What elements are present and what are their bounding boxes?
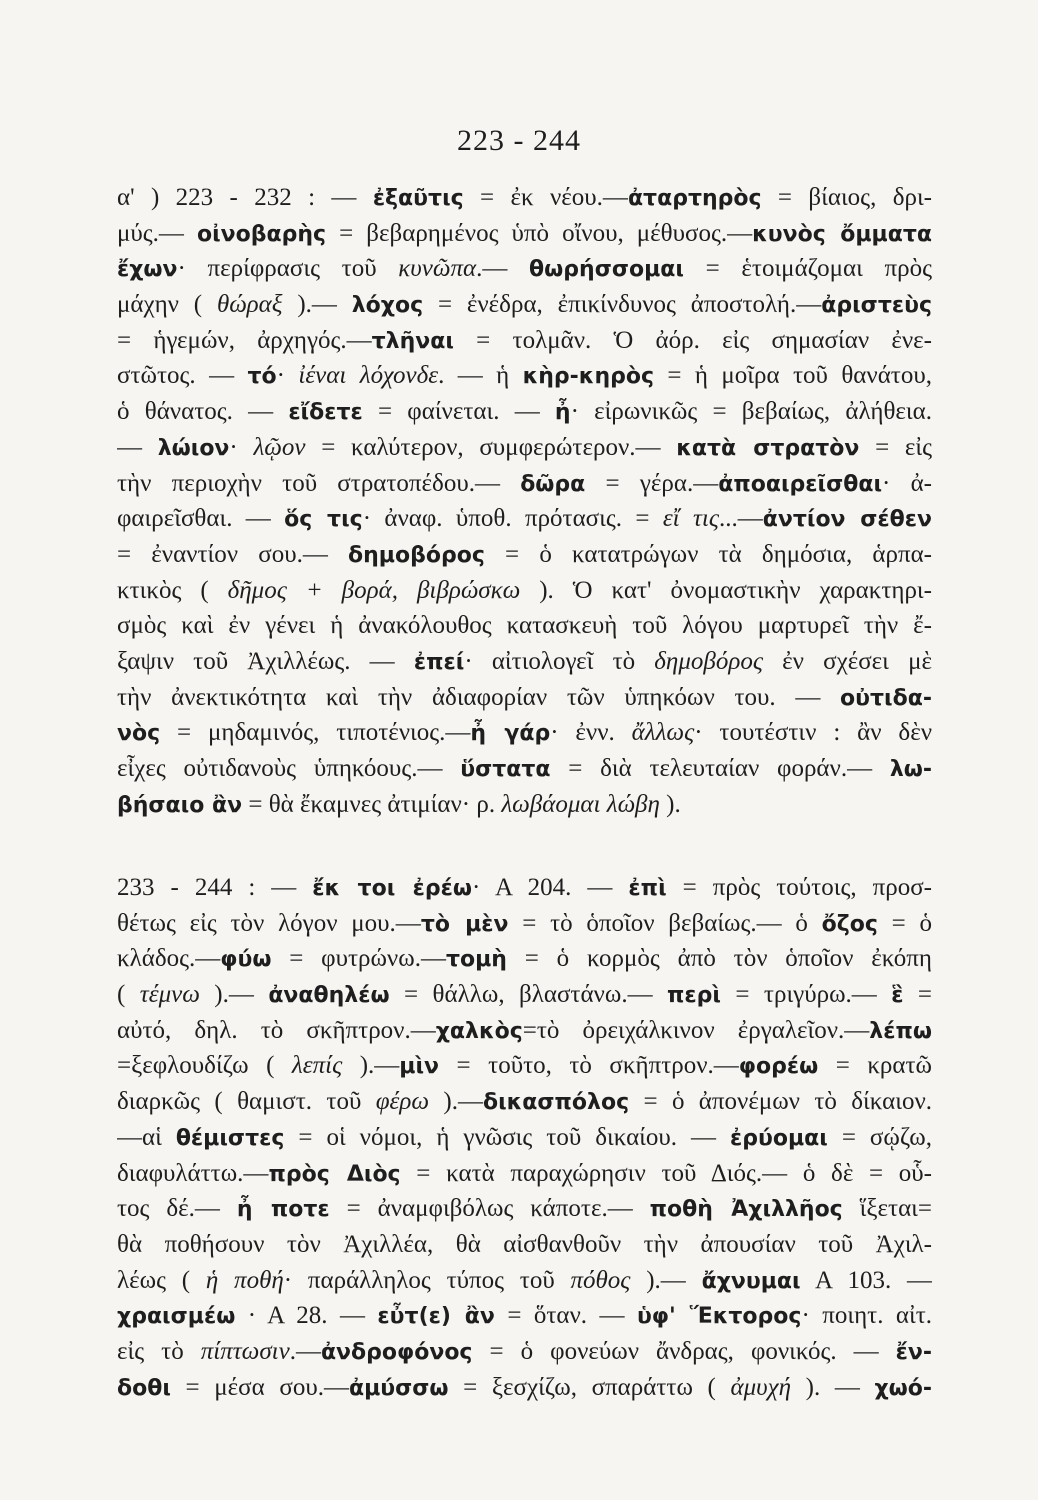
text-segment: ἐν σχέσει μὲ	[762, 647, 932, 675]
text-segment: = βίαιος, δρι-	[761, 184, 932, 211]
text-segment: α' ) 223 - 232 : —	[117, 184, 373, 211]
text-segment: θέτως εἰς τὸν λόγον μου.—	[117, 909, 421, 937]
lemma-term: οὐτιδα-	[840, 685, 932, 711]
lemma-term: ἐπὶ	[628, 876, 667, 901]
lemma-term: δοθι	[117, 1375, 171, 1401]
text-segment: = πρὸς τούτοις, προσ-	[666, 874, 932, 901]
lemma-term: χωό-	[874, 1375, 932, 1401]
text-segment: ).	[659, 790, 681, 818]
lemma-term: ἀναθηλέω	[268, 983, 390, 1009]
text-segment: ·	[276, 362, 299, 390]
text-segment: · Α 28. —	[235, 1302, 378, 1330]
italic-word: λῷον	[253, 433, 306, 461]
text-segment: ξαψιν τοῦ Ἀχιλλέως. —	[117, 647, 414, 675]
italic-word: δῆμος + βορά, βιβρώσκω	[227, 576, 521, 604]
lemma-term: τὸ μὲν	[420, 911, 509, 937]
lemma-term: ἐξαῦτις	[372, 186, 464, 211]
commentary-section-223-232	[117, 180, 932, 822]
lemma-term: ἦ	[554, 400, 571, 426]
lemma-term: εἴδετε	[288, 400, 363, 426]
lemma-term: κὴρ-κηρὸς	[522, 364, 655, 390]
lemma-term: ἔκ τοι ἐρέω	[312, 876, 473, 901]
text-segment: = κρατῶ	[818, 1052, 932, 1080]
text-line	[117, 1120, 932, 1156]
text-segment: εἰς τὸ	[117, 1337, 201, 1365]
lemma-term: πρὸς Διὸς	[268, 1161, 401, 1187]
text-segment: τος δέ.—	[117, 1195, 237, 1223]
text-segment: ).—	[429, 1088, 483, 1116]
text-line	[117, 751, 932, 787]
text-line	[117, 608, 932, 644]
text-segment: ·	[229, 433, 254, 461]
text-segment: · ποιητ. αἰτ.	[801, 1302, 932, 1330]
lemma-term: τό	[247, 364, 277, 390]
lemma-term: ποθὴ Ἀχιλλῆος	[649, 1197, 843, 1223]
text-line	[117, 787, 932, 823]
italic-word: πίπτωσιν	[200, 1337, 290, 1365]
text-segment: κλάδος.—	[117, 945, 221, 973]
text-line	[117, 1013, 932, 1049]
text-segment: = ἑτοιμάζομαι πρὸς	[683, 255, 932, 283]
text-segment: ). Ὁ κατ' ὀνομαστικὴν χαρακτηρι-	[520, 576, 932, 604]
lemma-term: κυνὸς ὄμματα	[752, 221, 932, 247]
lemma-term: θέμιστες	[175, 1125, 285, 1151]
text-segment: διαφυλάττω.—	[117, 1159, 269, 1187]
lemma-term: δικασπόλος	[482, 1090, 630, 1116]
text-segment: ὁ θάνατος. —	[117, 398, 289, 426]
lemma-term: ἀνδροφόνος	[320, 1339, 473, 1365]
text-segment: = καλύτερον, συμφερώτερον.—	[305, 433, 677, 461]
lemma-term: ἐρύομαι	[730, 1125, 828, 1151]
lemma-term: τομὴ	[445, 947, 507, 973]
text-segment: φαιρεῖσθαι. —	[117, 505, 285, 533]
text-segment: = τὸ ὁποῖον βεβαίως.— ὁ	[508, 909, 822, 937]
text-segment: · ἐνν.	[550, 719, 632, 747]
text-segment: = ὅταν. —	[494, 1302, 637, 1330]
text-segment: τὴν περιοχὴν τοῦ στρατοπέδου.—	[117, 469, 521, 497]
text-line	[117, 715, 932, 751]
text-line	[117, 1227, 932, 1263]
lemma-term: ἀντίον σέθεν	[762, 507, 932, 533]
text-segment: · αἰτιολογεῖ τὸ	[464, 647, 655, 675]
lemma-term: περὶ	[667, 983, 721, 1009]
lemma-term: θωρήσσομαι	[529, 257, 684, 283]
commentary-section-233-244	[117, 870, 932, 1405]
italic-word: ἀμυχή	[730, 1373, 792, 1401]
lemma-term: κατὰ στρατὸν	[676, 435, 860, 461]
text-line	[117, 251, 932, 287]
text-segment: = γέρα.—	[585, 469, 719, 497]
text-line	[117, 358, 932, 394]
text-line	[117, 1191, 932, 1227]
text-segment: .—	[476, 255, 530, 283]
text-segment: Α 103. —	[800, 1266, 932, 1294]
text-line	[117, 680, 932, 716]
italic-word: ἄλλως	[631, 719, 695, 747]
text-line	[117, 1156, 932, 1192]
italic-word: ἰέναι λόχονδε	[298, 362, 439, 390]
text-line	[117, 466, 932, 502]
lemma-term: ἔχων	[117, 257, 178, 283]
text-segment: = βεβαρημένος ὑπὸ οἴνου, μέθυσος.—	[326, 219, 753, 247]
italic-word: εἴ τις	[662, 505, 719, 533]
text-segment: ).—	[199, 981, 269, 1009]
text-line	[117, 1298, 932, 1334]
text-segment: = ἡγεμών, ἀρχηγός.—	[117, 326, 372, 354]
text-segment: = σῴζω,	[827, 1123, 932, 1151]
lemma-term: λέπω	[869, 1018, 932, 1044]
page-title: 223 - 244	[457, 124, 581, 157]
italic-word: λωβάομαι λώβη	[501, 790, 660, 818]
text-segment: · περίφρασις τοῦ	[177, 255, 399, 283]
text-line	[117, 906, 932, 942]
text-line	[117, 216, 932, 252]
text-segment: στῶτος. —	[117, 362, 248, 390]
lemma-term: ἀταρτηρὸς	[627, 186, 762, 211]
text-segment: · Α 204. —	[472, 874, 629, 901]
text-segment: = ὁ φονεύων ἄνδρας, φονικός. —	[472, 1337, 896, 1365]
text-line	[117, 1370, 932, 1406]
text-segment: ).—	[342, 1052, 400, 1080]
text-segment: · ἀ-	[882, 469, 932, 497]
text-segment: · ἀναφ. ὑποθ. πρότασις. =	[362, 505, 663, 533]
text-segment: = ἐκ νέου.—	[463, 184, 628, 211]
lemma-term: ἐπεί	[413, 649, 465, 675]
lemma-term: ἄχνυμαι	[701, 1268, 801, 1294]
text-line	[117, 287, 932, 323]
text-segment: ἵξεται=	[842, 1195, 932, 1223]
lemma-term: τλῆναι	[371, 328, 454, 354]
lemma-term: ἦ γάρ	[470, 721, 551, 747]
lemma-term: χραισμέω	[117, 1304, 236, 1330]
text-line	[117, 573, 932, 609]
text-segment: ).—	[630, 1266, 702, 1294]
lemma-term: φορέω	[738, 1054, 819, 1080]
text-segment: · τουτέστιν : ἂν δὲν	[694, 719, 932, 747]
italic-word: κυνῶπα	[398, 255, 477, 283]
text-segment: μάχην (	[117, 291, 217, 319]
text-line	[117, 870, 932, 906]
text-segment: κτικὸς (	[117, 576, 228, 604]
lemma-term: ἦ ποτε	[236, 1197, 330, 1223]
italic-word: φέρω	[375, 1088, 430, 1116]
text-segment: = τριγύρω.—	[720, 981, 892, 1009]
lemma-term: βήσαιο ἂν	[117, 792, 243, 818]
text-line	[117, 323, 932, 359]
text-segment: σμὸς καὶ ἐν γένει ἡ ἀνακόλουθος κατασκευὴ τοῦ λόγου μαρτυρεῖ τὴν ἔ-	[117, 612, 932, 640]
text-segment: = θὰ ἔκαμνες ἀτιμίαν· ρ.	[242, 790, 502, 818]
text-line	[117, 1048, 932, 1084]
text-segment: = ὁ	[877, 909, 932, 937]
text-segment: = τολμᾶν. Ὁ ἀόρ. εἰς σημασίαν ἐνε-	[453, 326, 932, 354]
text-segment: =	[903, 981, 932, 1009]
text-line	[117, 1334, 932, 1370]
lemma-term: δῶρα	[520, 471, 586, 497]
text-segment: αὐτό, δηλ. τὸ σκῆπτρον.—	[117, 1016, 436, 1044]
lemma-term: οἰνοβαρὴς	[196, 221, 327, 247]
italic-word: λεπίς	[291, 1052, 343, 1080]
lemma-term: ὑφ' Ἕκτορος	[636, 1304, 802, 1330]
text-segment: ). —	[791, 1373, 875, 1401]
text-segment: · παράλληλος τύπος τοῦ	[283, 1266, 571, 1294]
lemma-term: μὶν	[399, 1054, 440, 1080]
lemma-term: ἀριστεὺς	[821, 293, 932, 319]
text-segment: —αἱ	[117, 1123, 176, 1151]
text-line	[117, 394, 932, 430]
text-segment: (	[117, 981, 140, 1009]
lemma-term: ὅς τις	[284, 507, 363, 533]
italic-word: θώραξ	[216, 291, 283, 319]
text-segment: θὰ ποθήσουν τὸν Ἀχιλλέα, θὰ αἰσθανθοῦν τὴν ἀπουσίαν τοῦ Ἀχιλ-	[117, 1230, 932, 1258]
italic-word: δημοβόρος	[654, 647, 763, 675]
lemma-term: χαλκὸς	[435, 1018, 523, 1044]
text-line	[117, 941, 932, 977]
text-segment: = ἐνέδρα, ἐπικίνδυνος ἀποστολή.—	[423, 291, 822, 319]
text-segment: = κατὰ παραχώρησιν τοῦ Διός.— ὁ δὲ = οὗ-	[400, 1159, 932, 1187]
text-segment: = μηδαμινός, τιποτένιος.—	[160, 719, 471, 747]
text-line	[117, 1084, 932, 1120]
lemma-term: λώιον	[157, 435, 230, 461]
text-segment: = θάλλω, βλαστάνω.—	[389, 981, 667, 1009]
text-segment: = διὰ τελευταίαν φοράν.—	[550, 755, 890, 782]
text-segment: = εἰς	[859, 433, 932, 461]
text-segment: —	[117, 433, 158, 461]
lemma-term: ἔν-	[895, 1339, 932, 1365]
text-segment: = ὁ κορμὸς ἀπὸ τὸν ὁποῖον ἐκόπη	[506, 945, 932, 973]
lemma-term: λόχος	[351, 293, 424, 319]
lemma-term: εὖτ(ε) ἂν	[377, 1304, 495, 1330]
text-segment: · εἰρωνικῶς = βεβαίως, ἀλήθεια.	[570, 398, 932, 426]
text-segment: = ἀναμφιβόλως κάποτε.—	[329, 1195, 650, 1223]
text-segment: 233 - 244 : —	[117, 874, 313, 901]
lemma-term: ἀμύσσω	[348, 1375, 449, 1401]
lemma-term: φύω	[220, 947, 272, 973]
text-line	[117, 977, 932, 1013]
text-line	[117, 644, 932, 680]
italic-word: ἡ ποθή	[205, 1266, 284, 1294]
text-segment: =ξεφλουδίζω (	[117, 1052, 292, 1080]
italic-word: τέμνω	[139, 981, 200, 1009]
text-segment: = φυτρώνω.—	[271, 945, 446, 973]
lemma-term: δημοβόρος	[348, 542, 485, 568]
text-segment: =τὸ ὀρειχάλκινον ἐργαλεῖον.—	[522, 1016, 870, 1044]
text-line	[117, 1263, 932, 1299]
text-line	[117, 537, 932, 573]
text-segment: = ξεσχίζω, σπαράττω (	[448, 1373, 731, 1401]
text-segment: ...—	[718, 505, 763, 533]
text-segment: .—	[289, 1337, 321, 1365]
text-segment: = οἱ νόμοι, ἡ γνῶσις τοῦ δικαίου. —	[284, 1123, 730, 1151]
text-segment: μύς.—	[117, 219, 197, 247]
text-segment: εἶχες οὐτιδανοὺς ὑπηκόους.—	[117, 755, 461, 782]
italic-word: πόθος	[570, 1266, 631, 1294]
lemma-term: ὕστατα	[460, 757, 551, 782]
text-segment: = ἡ μοῖρα τοῦ θανάτου,	[654, 362, 932, 390]
text-segment: λέως (	[117, 1266, 206, 1294]
lemma-term: ὄζος	[821, 911, 878, 937]
lemma-term: λω-	[889, 757, 932, 782]
text-line	[117, 430, 932, 466]
text-segment: = τοῦτο, τὸ σκῆπτρον.—	[439, 1052, 739, 1080]
text-segment: = ὁ κατατρώγων τὰ δημόσια, ἁρπα-	[484, 540, 932, 568]
text-segment: διαρκῶς ( θαμιστ. τοῦ	[117, 1088, 376, 1116]
text-segment: ).—	[282, 291, 352, 319]
text-line	[117, 501, 932, 537]
text-segment: = ὁ ἀπονέμων τὸ δίκαιον.	[629, 1088, 932, 1116]
text-segment: τὴν ἀνεκτικότητα καὶ τὴν ἀδιαφορίαν τῶν ὑπηκόων του. —	[117, 683, 841, 711]
lemma-term: ἓ	[891, 983, 904, 1009]
text-segment: = φαίνεται. —	[362, 398, 555, 426]
text-segment: = ἐναντίον σου.—	[117, 540, 349, 568]
text-line	[117, 180, 932, 216]
lemma-term: νὸς	[117, 721, 161, 747]
text-segment: = μέσα σου.—	[170, 1373, 349, 1401]
lemma-term: ἀποαιρεῖσθαι	[718, 471, 883, 497]
text-segment: . — ἡ	[438, 362, 523, 390]
